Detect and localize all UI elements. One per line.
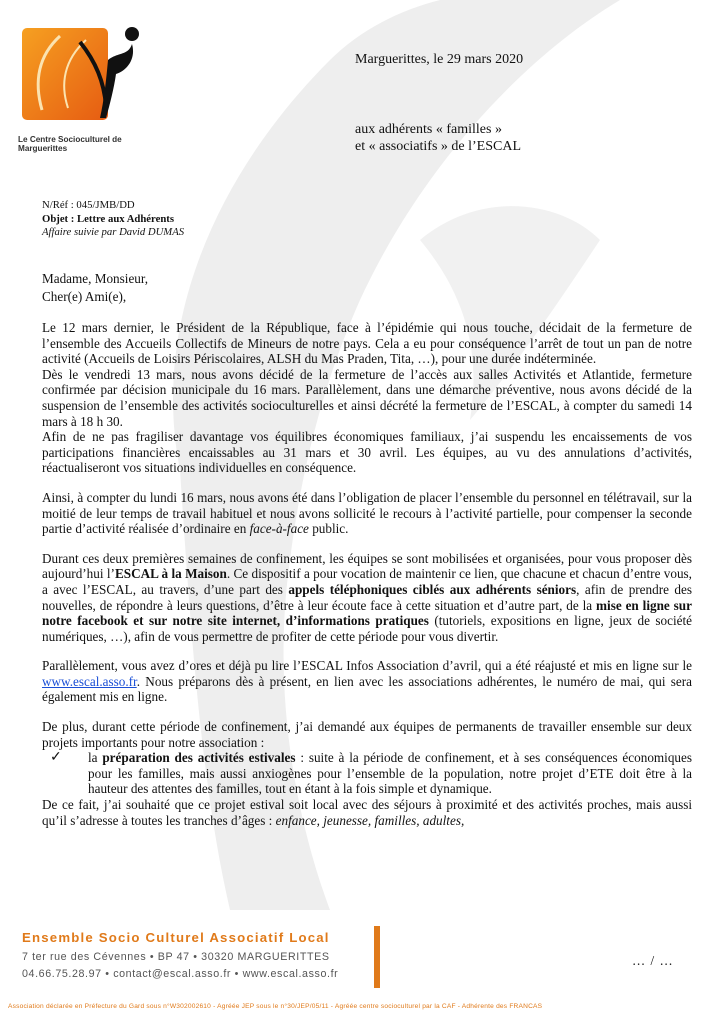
paragraph: De ce fait, j’ai souhaité que ce projet estival soit local avec des séjours à proximité et des activités proches, mais aussi qu’il s’adresse à toutes les tranches d’âges : enfance, jeunesse, familles, adultes, bbox=[42, 797, 692, 828]
paragraph: Dès le vendredi 13 mars, nous avons décidé de la fermeture de l’accès aux salles Activités et Atlantide, fermeture confirmée par décision municipale du 16 mars. Parallèlement, dans une démarche préventive, nous avons décidé de la suspension de l’ensemble des activités socioculturelles et ainsi décrété la fermeture de l’ESCAL, à compter du samedi 14 mars à 18 h 30. bbox=[42, 366, 692, 429]
list-item: ✓ la préparation des activités estivales : suite à la période de confinement, et à ses conséquences économiques pour les familles, mais aussi anxiogènes pour l’ensemble de la population, notre projet d’ETE doit être à la hauteur des attentes des familles, tout en étant à la fois simple et dynamique. bbox=[50, 750, 693, 797]
paragraph: Ainsi, à compter du lundi 16 mars, nous avons été dans l’obligation de placer l’ensemble du personnel en télétravail, sur la moitié de leur temps de travail habituel et nous avons sollicité le recours à l’activité partielle, pour compenser la seconde partie d’activité réalisée d’ordinaire en face-à-face public. bbox=[42, 489, 692, 537]
footer-address: 7 ter rue des Cévennes • BP 47 • 30320 MARGUERITTES bbox=[22, 951, 330, 963]
letter-date: Marguerittes, le 29 mars 2020 bbox=[355, 52, 524, 67]
recipient-line: et « associatifs » de l’ESCAL bbox=[355, 139, 522, 154]
letter-body bbox=[42, 270, 692, 828]
legal-notice: Association déclarée en Préfecture du Gard sous n°W302002610 - Agréée JEP sous le n°30/JEP/05/11 - Agréée centre socioculturel par la CAF - Adhérente des FRANCAS bbox=[8, 1003, 543, 1010]
footer-contact: 04.66.75.28.97 • contact@escal.asso.fr • www.escal.asso.fr bbox=[22, 968, 339, 980]
logo-caption: Le Centre Socioculturel de Marguerittes bbox=[18, 135, 122, 153]
paragraph: Afin de ne pas fragiliser davantage vos équilibres économiques familiaux, j’ai suspendu les encaissements de vos participations financières encaissables au 31 mars et 30 avril. Les équipes, au vu des annulations d’activités, réactualiseront vos situations individuelles en conséquence. bbox=[42, 429, 692, 476]
recipients-block bbox=[355, 121, 521, 155]
paragraph: De plus, durant cette période de confinement, j’ai demandé aux équipes de permanents de travailler ensemble sur deux projets importants pour notre association : bbox=[42, 719, 692, 750]
reference-block bbox=[42, 199, 184, 240]
footer-accent-bar bbox=[374, 926, 380, 988]
paragraph: Le 12 mars dernier, le Président de la République, face à l’épidémie qui nous touche, décidait de la fermeture de l’ensemble des Accueils Collectifs de Mineurs de notre pays. Cela a eu pour conséquence l’arrêt de tout un pan de notre activité (Accueils de Loisirs Périscolaires, ALSH du Mas Praden, Tita, …), pour une durée indéterminée. bbox=[42, 320, 692, 367]
escal-logo bbox=[20, 22, 150, 122]
page-continuation: … / … bbox=[632, 953, 674, 968]
organization-name: Ensemble Socio Culturel Associatif Local bbox=[22, 930, 330, 945]
checkmark-icon: ✓ bbox=[50, 750, 62, 766]
website-link[interactable]: www.escal.asso.fr bbox=[42, 673, 137, 689]
letter-object: Objet : Lettre aux Adhérents bbox=[42, 212, 174, 225]
paragraph: Durant ces deux premières semaines de confinement, les équipes se sont mobilisées et organisées, pour vous proposer dès aujourd’hui l’ESCAL à la Maison. Ce dispositif a pour vocation de maintenir ce lien, que chacune et chacun d’entre vous, a avec l’ESCAL, au travers, d’une part des appels téléphoniques ciblés aux adhérents séniors, afin de prendre des nouvelles, de répondre à leurs questions, d’être à leur écoute face à cette situation et d’autre part, de la mise en ligne sur notre facebook et sur notre site internet, d’informations pratiques (tutoriels, expositions en ligne, jeux de société numériques, …), afin de vous permettre de profiter de cette période pour vous divertir. bbox=[42, 550, 692, 644]
followed-by: Affaire suivie par David DUMAS bbox=[42, 226, 185, 238]
reference-number: N/Réf : 045/JMB/DD bbox=[42, 199, 135, 211]
recipient-line: aux adhérents « familles » bbox=[355, 122, 502, 137]
salutation: Cher(e) Ami(e), bbox=[42, 289, 127, 304]
paragraph: Parallèlement, vous avez d’ores et déjà pu lire l’ESCAL Infos Association d’avril, qui a été réajusté et mis en ligne sur le www.escal.asso.fr. Nous préparons dès à présent, en lien avec les associations adhérentes, le numéro de mai, qui sera également mis en ligne. bbox=[42, 658, 692, 705]
letter-footer bbox=[0, 918, 724, 1024]
salutation: Madame, Monsieur, bbox=[42, 271, 149, 286]
